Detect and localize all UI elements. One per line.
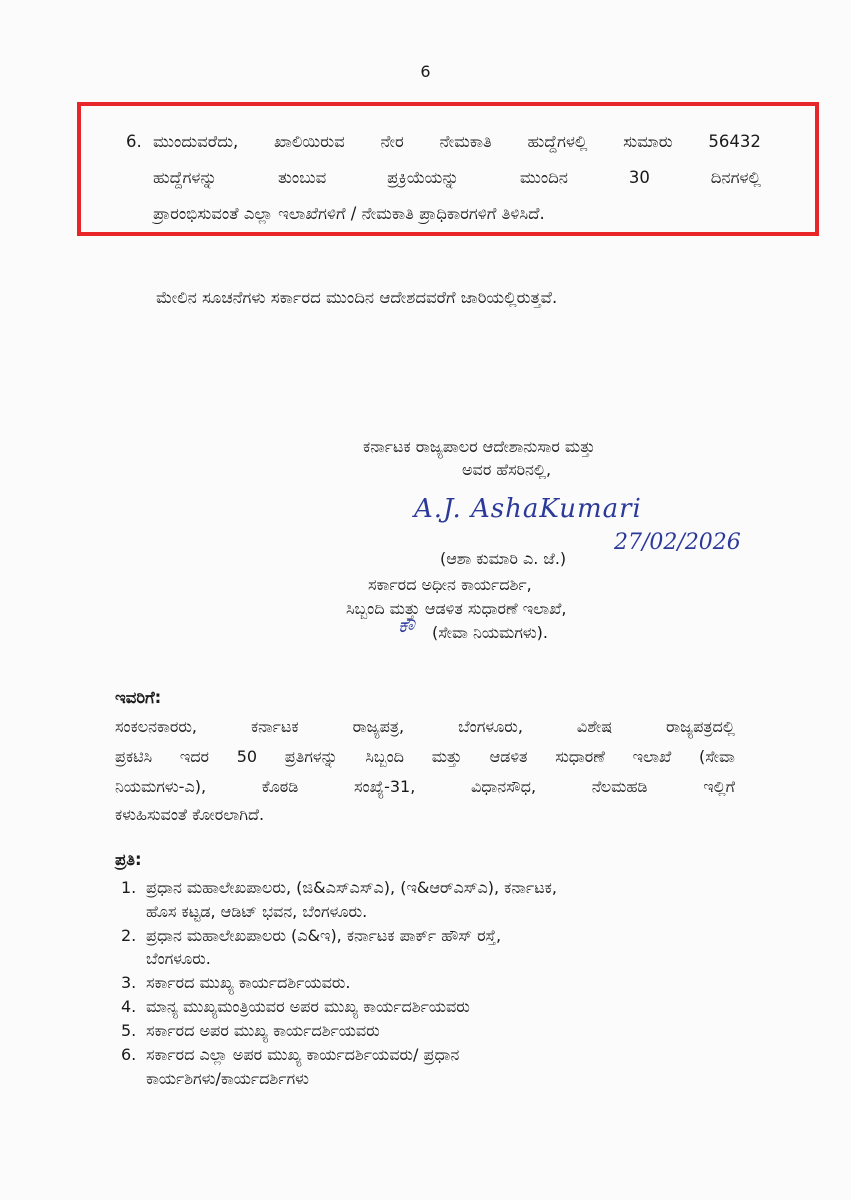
order-line-1: ಕರ್ನಾಟಕ ರಾಜ್ಯಪಾಲರ ಆದೇಶಾನುಸಾರ ಮತ್ತು <box>363 437 596 456</box>
word: ಆಡಳಿತ <box>489 747 528 766</box>
list-item-number: 6. <box>121 1045 137 1064</box>
word: ಹುದ್ದೆಗಳನ್ನು <box>153 168 218 187</box>
word: 56432 <box>708 132 761 151</box>
point-6-line-2 <box>153 160 761 196</box>
word: ಮತ್ತು <box>431 747 462 766</box>
signatory-section: (ಸೇವಾ ನಿಯಮಗಳು). <box>432 623 549 642</box>
word: ಪ್ರಕಟಿಸಿ <box>115 747 153 766</box>
list-item: ಸರ್ಕಾರದ ಮುಖ್ಯ ಕಾರ್ಯದರ್ಶಿಯವರು. <box>146 973 351 992</box>
word: ವಿಶೇಷ <box>576 717 613 736</box>
note-text: ಮೇಲಿನ ಸೂಚನೆಗಳು ಸರ್ಕಾರದ ಮುಂದಿನ ಆದೇಶದವರೆಗೆ ಜಾರಿಯಲ್ಲಿರುತ್ತವೆ. <box>156 288 558 307</box>
word: ನೇಮಕಾತಿ <box>439 132 492 151</box>
list-item-number: 3. <box>121 973 137 992</box>
word: ವಿಧಾನಸೌಧ, <box>470 777 537 796</box>
list-item-number: 1. <box>121 878 137 897</box>
page-number: 6 <box>420 62 431 81</box>
signatory-designation: ಸರ್ಕಾರದ ಅಧೀನ ಕಾರ್ಯದರ್ಶಿ, <box>368 575 532 594</box>
word: ಬೆಂಗಳೂರು, <box>458 717 523 736</box>
to-line-1 <box>115 712 735 742</box>
word: ಸುಧಾರಣೆ <box>555 747 605 766</box>
word: ಸಂಖ್ಯೆ-31, <box>354 777 416 796</box>
to-line-2 <box>115 742 735 772</box>
word: ಪ್ರಕ್ರಿಯೆಯನ್ನು <box>387 168 459 187</box>
point-6-line-3: ಪ್ರಾರಂಭಿಸುವಂತೆ ಎಲ್ಲಾ ಇಲಾಖೆಗಳಿಗೆ / ನೇಮಕಾತಿ ಪ್ರಾಧಿಕಾರಗಳಿಗೆ ತಿಳಿಸಿದೆ. <box>153 204 545 223</box>
word: ಕರ್ನಾಟಕ <box>250 717 299 736</box>
word: ಸಂಕಲನಕಾರರು, <box>115 717 197 736</box>
word: ತುಂಬುವ <box>277 168 327 187</box>
copy-heading: ಪ್ರತಿ: <box>115 850 142 869</box>
to-line-4: ಕಳುಹಿಸುವಂತೆ ಕೋರಲಾಗಿದೆ. <box>115 805 265 824</box>
word: ರಾಜ್ಯಪತ್ರ, <box>352 717 405 736</box>
word: ಇಲ್ಲಿಗೆ <box>703 777 735 796</box>
order-line-2: ಅವರ ಹೆಸರಿನಲ್ಲಿ, <box>462 460 552 479</box>
list-item: ಮಾನ್ಯ ಮುಖ್ಯಮಂತ್ರಿಯವರ ಅಪರ ಮುಖ್ಯ ಕಾರ್ಯದರ್ಶಿಯವರು <box>146 997 470 1016</box>
signature-date: 27/02/2026 <box>614 530 741 555</box>
word: 50 <box>236 747 258 766</box>
word: ಖಾಲಿಯಿರುವ <box>274 132 345 151</box>
list-item: ಸರ್ಕಾರದ ಅಪರ ಮುಖ್ಯ ಕಾರ್ಯದರ್ಶಿಯವರು <box>146 1021 380 1040</box>
list-item: ಪ್ರಧಾನ ಮಹಾಲೇಖಪಾಲರು, (ಜಿ&ಎಸ್‌ಎಸ್‌ಎ), (ಇ&ಆರ್‌ಎಸ್‌ಎ), ಕರ್ನಾಟಕ, <box>146 878 557 897</box>
word: ಸಿಬ್ಬಂದಿ <box>365 747 404 766</box>
word: ಇಲಾಖೆ <box>632 747 672 766</box>
word: ಹುದ್ದೆಗಳಲ್ಲಿ <box>527 132 588 151</box>
to-line-3 <box>115 772 735 802</box>
word: 30 <box>628 168 650 187</box>
signature: A.J. AshaKumari <box>414 494 642 524</box>
to-heading: ಇವರಿಗೆ: <box>115 688 162 707</box>
list-item-number: 5. <box>121 1021 137 1040</box>
word: ನಿಯಮಗಳು-ಎ), <box>115 777 207 796</box>
list-item-continuation: ಕಾರ್ಯಶಿಗಳು/ಕಾರ್ಯದರ್ಶಿಗಳು <box>146 1069 309 1088</box>
signatory-department: ಸಿಬ್ಬಂದಿ ಮತ್ತು ಆಡಳಿತ ಸುಧಾರಣೆ ಇಲಾಖೆ, <box>346 599 567 618</box>
list-item-number: 4. <box>121 997 137 1016</box>
word: ನೇರ <box>380 132 404 151</box>
word: ಪ್ರತಿಗಳನ್ನು <box>284 747 338 766</box>
word: ದಿನಗಳಲ್ಲಿ <box>710 168 761 187</box>
word: (ಸೇವಾ <box>699 747 735 766</box>
word: ಕೊಠಡಿ <box>261 777 299 796</box>
list-item-continuation: ಬೆಂಗಳೂರು. <box>146 949 211 968</box>
handwritten-initial: ಕೌ <box>398 613 415 637</box>
word: ಮುಂದುವರೆದು, <box>153 132 239 151</box>
point-number: 6. <box>126 132 142 151</box>
point-6-line-1 <box>153 124 761 160</box>
word: ರಾಜ್ಯಪತ್ರದಲ್ಲಿ <box>666 717 735 736</box>
list-item: ಪ್ರಧಾನ ಮಹಾಲೇಖಪಾಲರು (ಎ&ಇ), ಕರ್ನಾಟಕ ಪಾರ್ಕ್ ಹೌಸ್ ರಸ್ತೆ, <box>146 926 502 945</box>
list-item: ಸರ್ಕಾರದ ಎಲ್ಲಾ ಅಪರ ಮುಖ್ಯ ಕಾರ್ಯದರ್ಶಿಯವರು/ ಪ್ರಧಾನ <box>146 1045 460 1064</box>
word: ನೆಲಮಹಡಿ <box>591 777 648 796</box>
signatory-name: (ಆಶಾ ಕುಮಾರಿ ಎ. ಜೆ.) <box>440 549 567 568</box>
list-item-continuation: ಹೊಸ ಕಟ್ಟಡ, ಆಡಿಟ್ ಭವನ, ಬೆಂಗಳೂರು. <box>146 902 368 921</box>
word: ಸುಮಾರು <box>623 132 673 151</box>
list-item-number: 2. <box>121 926 137 945</box>
word: ಇದರ <box>179 747 210 766</box>
word: ಮುಂದಿನ <box>519 168 568 187</box>
